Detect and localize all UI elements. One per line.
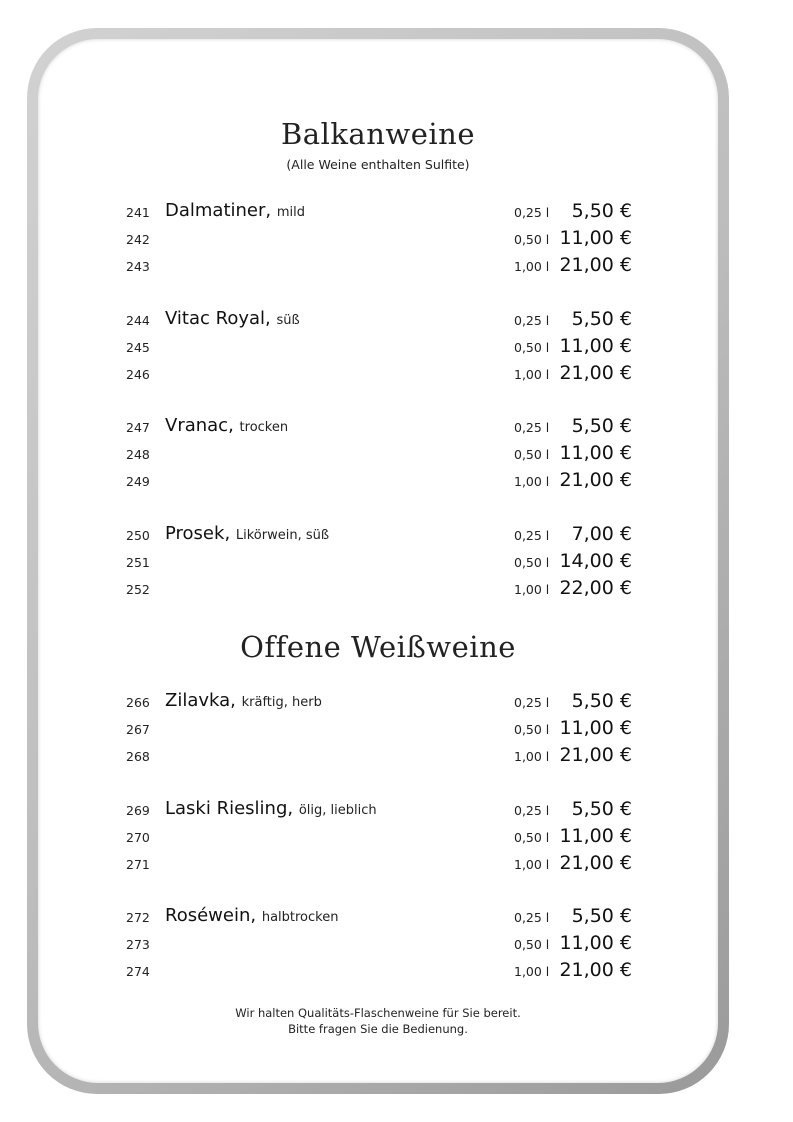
item-number: 241 — [126, 205, 150, 220]
item-number: 245 — [126, 339, 150, 355]
menu-row — [0, 439, 700, 465]
menu-row — [0, 687, 700, 713]
item-number: 250 — [126, 527, 150, 543]
price: 21,00 € — [559, 469, 632, 491]
item-number: 267 — [126, 722, 150, 737]
wine-name-text: Prosek — [165, 522, 225, 544]
item-number: 272 — [126, 910, 150, 925]
volume: 0,25 l — [514, 802, 550, 818]
item-number: 274 — [126, 964, 150, 979]
price: 7,00 € — [571, 522, 632, 545]
wine-note: kräftig, herb — [241, 695, 322, 710]
wine-note: süß — [276, 312, 300, 328]
volume: 0,25 l — [514, 695, 550, 710]
price: 11,00 € — [559, 334, 632, 357]
price: 21,00 € — [559, 361, 632, 384]
volume: 0,25 l — [514, 312, 550, 328]
wine-note: ölig, lieblich — [298, 802, 377, 818]
section-title-balkanweine: Balkanweine — [280, 117, 475, 151]
footer-line-1: Wir halten Qualitäts-Flaschenweine für Sie bereit. — [235, 1006, 521, 1020]
menu-row — [0, 714, 700, 740]
volume: 0,50 l — [514, 339, 550, 355]
menu-row — [0, 412, 700, 438]
volume: 0,50 l — [514, 722, 550, 737]
menu-row — [0, 929, 700, 955]
wine-name-text: Laski Riesling — [165, 797, 288, 819]
wine-name-text: Vitac Royal — [165, 307, 266, 329]
wine-name-text: Zilavka — [165, 690, 231, 711]
wine-name: Laski Riesling, ölig, lieblich — [165, 797, 377, 819]
wine-note: Likörwein, süß — [235, 527, 330, 543]
menu-row — [0, 251, 700, 277]
price: 21,00 € — [559, 744, 632, 766]
menu-row — [0, 741, 700, 767]
price: 21,00 € — [559, 254, 632, 276]
wine-name-text: Dalmatiner — [165, 200, 266, 221]
menu-row — [0, 305, 700, 331]
menu-row — [0, 795, 700, 821]
volume: 1,00 l — [514, 964, 550, 979]
volume: 1,00 l — [514, 474, 550, 489]
price: 5,50 € — [571, 905, 632, 927]
price: 11,00 € — [559, 824, 632, 847]
price: 11,00 € — [559, 227, 632, 249]
volume: 1,00 l — [514, 259, 550, 274]
wine-name: Vranac, trocken — [165, 415, 289, 436]
item-number: 242 — [126, 232, 150, 247]
item-number: 269 — [126, 802, 150, 818]
volume: 1,00 l — [514, 749, 550, 764]
wine-note: trocken — [239, 420, 289, 435]
volume: 1,00 l — [514, 856, 550, 872]
wine-name: Roséwein, halbtrocken — [165, 905, 339, 926]
footer-line-2: Bitte fragen Sie die Bedienung. — [288, 1022, 468, 1036]
menu-row — [0, 520, 700, 546]
price: 5,50 € — [571, 307, 632, 330]
price: 11,00 € — [559, 932, 632, 954]
item-number: 271 — [126, 856, 150, 872]
item-number: 270 — [126, 829, 150, 845]
item-number: 244 — [126, 312, 150, 328]
section-subtitle: (Alle Weine enthalten Sulfite) — [286, 157, 470, 172]
price: 14,00 € — [559, 549, 632, 572]
item-number: 273 — [126, 937, 150, 952]
volume: 0,25 l — [514, 205, 550, 220]
wine-note: mild — [276, 205, 305, 220]
item-number: 247 — [126, 420, 150, 435]
menu-row — [0, 224, 700, 250]
volume: 0,50 l — [514, 232, 550, 247]
price: 5,50 € — [571, 690, 632, 712]
wine-name: Prosek, Likörwein, süß — [165, 522, 330, 544]
item-number: 248 — [126, 447, 150, 462]
menu-row — [0, 332, 700, 358]
volume: 0,50 l — [514, 447, 550, 462]
volume: 0,25 l — [514, 527, 550, 543]
item-number: 246 — [126, 366, 150, 382]
price: 5,50 € — [571, 415, 632, 437]
menu-row — [0, 822, 700, 848]
footer-note — [0, 1005, 756, 1037]
volume: 0,50 l — [514, 829, 550, 845]
menu-row — [0, 902, 700, 928]
wine-note: halbtrocken — [261, 910, 339, 925]
wine-name-text: Roséwein — [165, 905, 251, 926]
price: 11,00 € — [559, 717, 632, 739]
menu-row — [0, 849, 700, 875]
price: 22,00 € — [559, 576, 632, 599]
menu-row — [0, 574, 700, 600]
item-number: 243 — [126, 259, 150, 274]
item-number: 266 — [126, 695, 150, 710]
price: 11,00 € — [559, 442, 632, 464]
menu-row — [0, 359, 700, 385]
wine-name-text: Vranac — [165, 415, 229, 436]
item-number: 268 — [126, 749, 150, 764]
item-number: 251 — [126, 554, 150, 570]
item-number: 252 — [126, 581, 150, 597]
menu-row — [0, 956, 700, 982]
wine-name: Zilavka, kräftig, herb — [165, 690, 322, 711]
wine-name: Vitac Royal, süß — [165, 307, 300, 329]
volume: 1,00 l — [514, 366, 550, 382]
menu-row — [0, 547, 700, 573]
price: 21,00 € — [559, 851, 632, 874]
volume: 0,25 l — [514, 910, 550, 925]
volume: 0,50 l — [514, 937, 550, 952]
volume: 0,50 l — [514, 554, 550, 570]
wine-name: Dalmatiner, mild — [165, 200, 305, 221]
item-number: 249 — [126, 474, 150, 489]
menu-row — [0, 197, 700, 223]
volume: 1,00 l — [514, 581, 550, 597]
menu-row — [0, 466, 700, 492]
price: 5,50 € — [571, 797, 632, 820]
price: 21,00 € — [559, 959, 632, 981]
section-title-offene-weissweine: Offene Weißweine — [240, 630, 516, 664]
volume: 0,25 l — [514, 420, 550, 435]
price: 5,50 € — [571, 200, 632, 222]
